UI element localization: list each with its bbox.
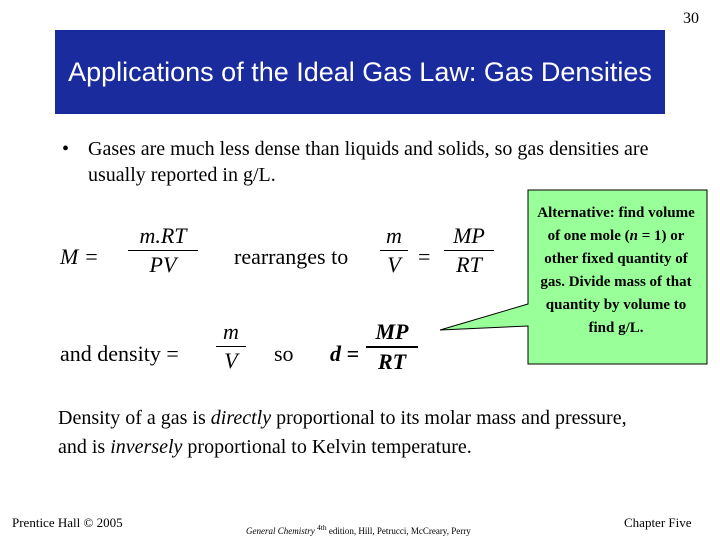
bullet-text: Gases are much less dense than liquids and solids, so gas densities are usually reported in g/L. — [88, 138, 649, 186]
density-lhs: and density = — [60, 341, 179, 366]
fraction-numerator: m — [386, 223, 402, 248]
footer-citation: General Chemistry $^{4th}$ edition, Hill, Petrucci, McCreary, Perry — [246, 523, 471, 536]
fraction-numerator: m — [223, 319, 239, 344]
fraction-denominator: V — [387, 252, 401, 277]
fraction-denominator: V — [224, 348, 238, 373]
bullet-symbol: • — [62, 138, 70, 160]
fraction-numerator: m.RT — [139, 223, 187, 248]
callout-text: Alternative: find volume of one mole (n = 1) or other fixed quantity of gas. Divide mass of that quantity by volume to find g/L. — [537, 205, 695, 336]
fraction-denominator: RT — [456, 252, 482, 277]
fraction-numerator: MP — [375, 319, 409, 344]
fraction-denominator: PV — [149, 252, 177, 277]
fraction-denominator: RT — [377, 349, 407, 374]
density-d-lhs: d = — [330, 341, 360, 366]
so-text: so — [274, 341, 294, 366]
molar-mass-lhs: M = — [60, 244, 99, 269]
footer-publisher: Prentice Hall © 2005 — [12, 515, 123, 530]
rearranges-text: rearranges to — [234, 244, 349, 269]
equals-sign: = — [418, 244, 431, 269]
page-number: 30 — [683, 10, 699, 27]
footer-chapter: Chapter Five — [624, 515, 692, 530]
density-summary: Density of a gas is directly proportional to its molar mass and pressure, and is inversely proportional to Kelvin temperature. — [58, 407, 627, 458]
fraction-numerator: MP — [453, 223, 485, 248]
slide-title: Applications of the Ideal Gas Law: Gas Densities — [68, 57, 652, 87]
